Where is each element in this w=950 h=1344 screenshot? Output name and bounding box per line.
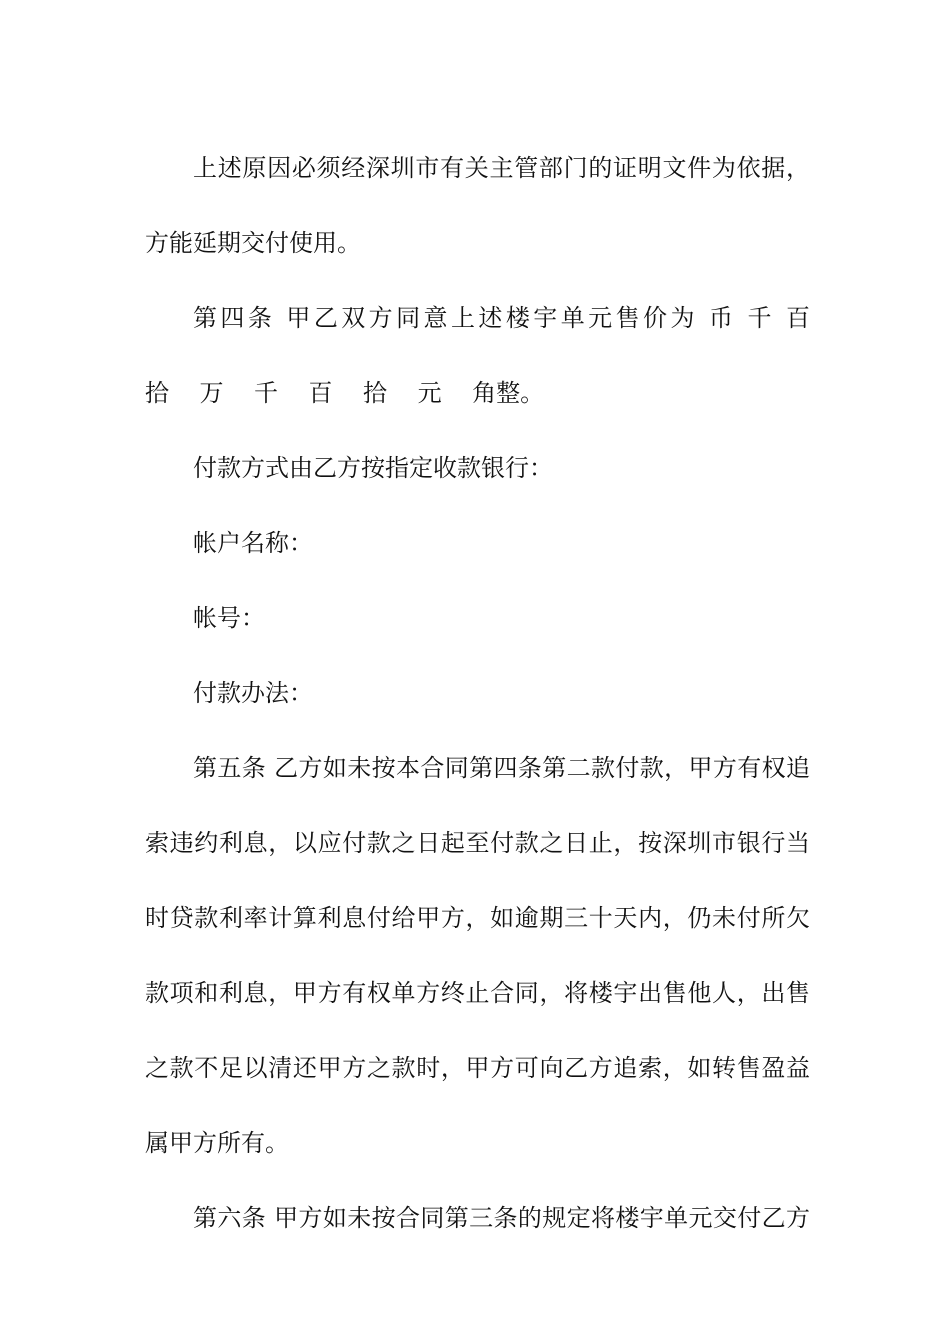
text-line: 上述原因必须经深圳市有关主管部门的证明文件为依据， <box>193 154 810 182</box>
text-line: 方能延期交付使用。 <box>145 229 361 257</box>
document-body <box>145 131 810 1256</box>
account-name-line: 帐户名称： <box>193 529 313 557</box>
account-number-line: 帐号： <box>193 604 265 632</box>
article-4-heading-line: 第四条 甲乙双方同意上述楼宇单元售价为 币 千 百 <box>193 304 810 332</box>
payment-method-line: 付款方式由乙方按指定收款银行： <box>193 454 553 482</box>
payment-terms-line: 付款办法： <box>193 679 313 707</box>
text-line: 索违约利息，以应付款之日起至付款之日止，按深圳市银行当 <box>145 829 810 857</box>
text-line: 时贷款利率计算利息付给甲方，如逾期三十天内，仍未付所欠 <box>145 904 810 932</box>
article-5-heading-line: 第五条 乙方如未按本合同第四条第二款付款，甲方有权追 <box>193 754 810 782</box>
article-6-heading-line: 第六条 甲方如未按合同第三条的规定将楼宇单元交付乙方 <box>193 1204 810 1232</box>
text-line: 属甲方所有。 <box>145 1129 289 1157</box>
text-line: 之款不足以清还甲方之款时，甲方可向乙方追索，如转售盈益 <box>145 1054 810 1082</box>
price-units-line: 拾 万 千 百 拾 元 角整。 <box>145 379 545 407</box>
text-line: 款项和利息，甲方有权单方终止合同，将楼宇出售他人，出售 <box>145 979 810 1007</box>
